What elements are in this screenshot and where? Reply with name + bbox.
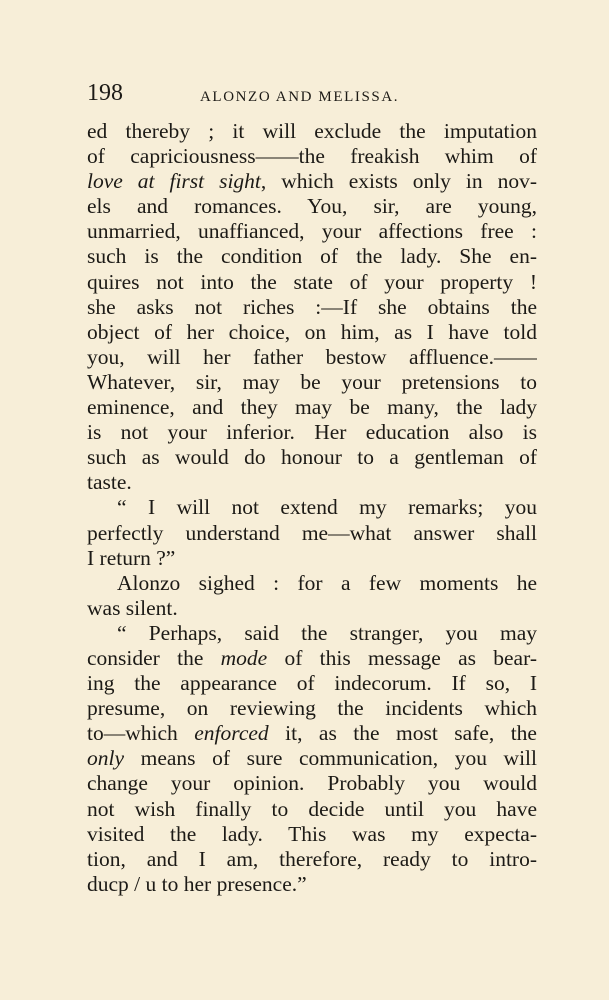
text-span: of capriciousness——the freakish whim of bbox=[87, 144, 537, 169]
text-line bbox=[87, 470, 537, 495]
text-span: object of her choice, on him, as I have told bbox=[87, 319, 537, 344]
text-span: perfectly understand me—what answer shall bbox=[87, 520, 537, 545]
text-span: , which exists only in nov- bbox=[260, 169, 537, 194]
text-line bbox=[87, 872, 537, 897]
text-line bbox=[87, 320, 537, 345]
text-span: visited the lady. This was my expecta- bbox=[87, 821, 537, 846]
text-span: ducp / u to her presence.” bbox=[87, 871, 307, 896]
text-span: of this message as bear- bbox=[267, 645, 537, 670]
text-line bbox=[87, 295, 537, 320]
italic-text: only bbox=[87, 746, 125, 771]
text-line bbox=[87, 144, 537, 169]
text-span: unmarried, unaffianced, your affections free : bbox=[87, 219, 537, 244]
text-span: she asks not riches :—If she obtains the bbox=[87, 294, 537, 319]
text-line bbox=[87, 194, 537, 219]
text-span: presume, on reviewing the incidents which bbox=[87, 696, 537, 721]
text-line bbox=[87, 696, 537, 721]
text-line bbox=[87, 169, 537, 194]
italic-text: mode bbox=[220, 645, 268, 670]
text-span: not wish finally to decide until you have bbox=[87, 796, 537, 821]
text-span: ing the appearance of indecorum. If so, I bbox=[87, 671, 537, 696]
text-span: such as would do honour to a gentleman of bbox=[87, 445, 537, 470]
text-span: such is the condition of the lady. She en- bbox=[87, 244, 537, 269]
text-line bbox=[87, 822, 537, 847]
text-line bbox=[87, 420, 537, 445]
text-line bbox=[87, 521, 537, 546]
text-span: “ Perhaps, said the stranger, you may bbox=[117, 620, 537, 645]
italic-text: love at first sight bbox=[87, 169, 261, 194]
text-line bbox=[87, 571, 537, 596]
text-span: was silent. bbox=[87, 595, 178, 620]
text-line bbox=[87, 395, 537, 420]
text-line bbox=[87, 797, 537, 822]
text-span: ed thereby ; it will exclude the imputation bbox=[87, 119, 537, 143]
text-span: “ I will not extend my remarks; you bbox=[117, 495, 537, 520]
text-span: taste. bbox=[87, 470, 132, 495]
text-span: is not your inferior. Her education also is bbox=[87, 420, 537, 445]
text-line bbox=[87, 646, 537, 671]
running-head: ALONZO AND MELISSA. bbox=[200, 89, 400, 105]
text-span: els and romances. You, sir, are young, bbox=[87, 194, 537, 219]
text-line bbox=[87, 119, 537, 144]
body-text bbox=[87, 119, 537, 897]
text-span: quires not into the state of your property ! bbox=[87, 269, 537, 294]
text-span: change your opinion. Probably you would bbox=[87, 771, 537, 796]
text-line bbox=[87, 847, 537, 872]
text-span: Alonzo sighed : for a few moments he bbox=[117, 570, 537, 595]
text-line bbox=[87, 445, 537, 470]
text-span: I return ?” bbox=[87, 545, 176, 570]
text-span: consider the bbox=[87, 645, 221, 670]
text-line bbox=[87, 621, 537, 646]
text-span: tion, and I am, therefore, ready to intro- bbox=[87, 846, 537, 871]
text-span: to—which bbox=[87, 721, 195, 746]
text-span: eminence, and they may be many, the lady bbox=[87, 395, 537, 420]
page-number: 198 bbox=[87, 80, 123, 106]
text-line bbox=[87, 244, 537, 269]
text-line bbox=[87, 721, 537, 746]
text-line bbox=[87, 746, 537, 771]
text-line bbox=[87, 495, 537, 520]
text-line bbox=[87, 771, 537, 796]
text-line bbox=[87, 219, 537, 244]
text-span: it, as the most safe, the bbox=[268, 721, 537, 746]
page-header bbox=[87, 80, 537, 110]
text-line bbox=[87, 370, 537, 395]
italic-text: enforced bbox=[194, 721, 269, 746]
text-line bbox=[87, 671, 537, 696]
text-line bbox=[87, 546, 537, 571]
text-line bbox=[87, 345, 537, 370]
text-span: Whatever, sir, may be your pretensions to bbox=[87, 369, 537, 394]
text-span: you, will her father bestow affluence.—— bbox=[87, 344, 537, 369]
text-line bbox=[87, 270, 537, 295]
text-line bbox=[87, 596, 537, 621]
text-span: means of sure communication, you will bbox=[124, 746, 537, 771]
